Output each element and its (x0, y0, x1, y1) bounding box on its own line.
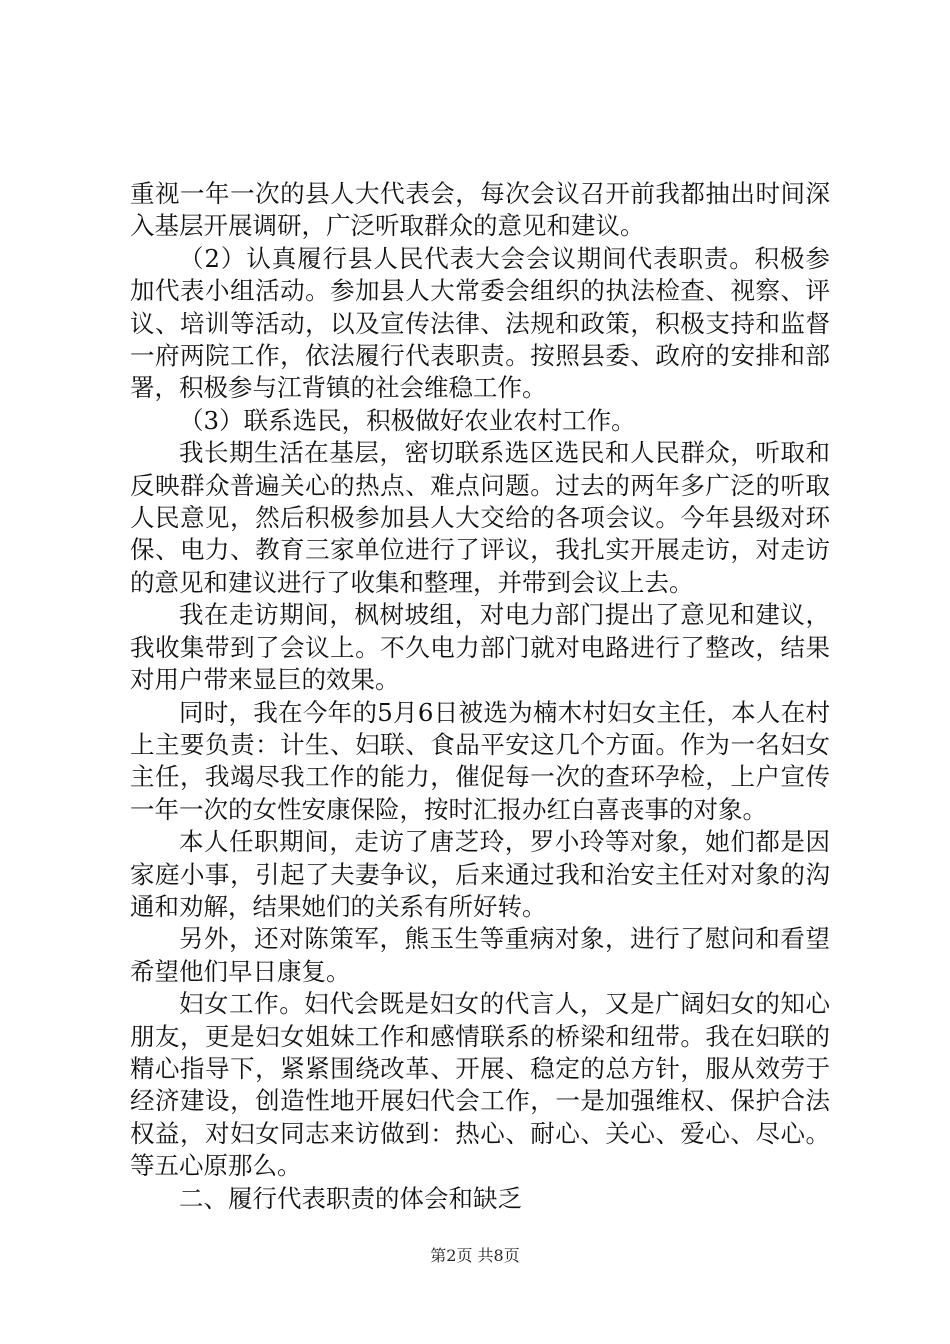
paragraph-item-2: （2）认真履行县人民代表大会会议期间代表职责。积极参加代表小组活动。参加县人大常委会组织的执法检查、视察、评议、培训等活动，以及宣传法律、法规和政策，积极支持和监督一府两院工作，依法履行代表职责。按照县委、政府的安排和部署，积极参与江背镇的社会维稳工作。 (130, 243, 830, 403)
page-number-footer: 第2页 共8页 (430, 1246, 520, 1265)
paragraph-womens-director: 同时，我在今年的5月6日被选为楠木村妇女主任，本人在村上主要负责：计生、妇联、食品平安这几个方面。作为一名妇女主任，我竭尽我工作的能力，催促每一次的查环孕检，上户宣传一年一次的女性安康保险，按时汇报办红白喜丧事的对象。 (130, 697, 830, 824)
section-heading: 二、履行代表职责的体会和缺乏 (179, 1183, 522, 1213)
paragraph-continuation: 重视一年一次的县人大代表会，每次会议召开前我都抽出时间深入基层开展调研，广泛听取群众的意见和建议。 (130, 179, 830, 241)
document-body (130, 178, 830, 1215)
paragraph-womens-work: 妇女工作。妇代会既是妇女的代言人，又是广阔妇女的知心朋友，更是妇女姐妹工作和感情联系的桥梁和纽带。我在妇联的精心指导下，紧紧围绕改革、开展、稳定的总方针，服从效劳于经济建设，创造性地开展妇代会工作，一是加强维权、保护合法权益，对妇女同志来访做到：热心、耐心、关心、爱心、尽心。等五心原那么。 (130, 989, 830, 1181)
paragraph-mediation: 本人任职期间，走访了唐芝玲，罗小玲等对象，她们都是因家庭小事，引起了夫妻争议，后来通过我和治安主任对对象的沟通和劝解，结果她们的关系有所好转。 (130, 827, 830, 921)
paragraph-contact-voters: 我长期生活在基层，密切联系选区选民和人民群众，听取和反映群众普遍关心的热点、难点问题。过去的两年多广泛的听取人民意见，然后积极参加县人大交给的各项会议。今年县级对环保、电力、教育三家单位进行了评议，我扎实开展走访，对走访的意见和建议进行了收集和整理，并带到会议上去。 (130, 438, 830, 597)
paragraph-visit-feedback: 我在走访期间，枫树坡组，对电力部门提出了意见和建议，我收集带到了会议上。不久电力部门就对电路进行了整改，结果对用户带来显巨的效果。 (130, 600, 830, 695)
paragraph-item-3: （3）联系选民，积极做好农业农村工作。 (179, 405, 636, 435)
paragraph-condolence: 另外，还对陈策军，熊玉生等重病对象，进行了慰问和看望希望他们早日康复。 (130, 924, 830, 986)
